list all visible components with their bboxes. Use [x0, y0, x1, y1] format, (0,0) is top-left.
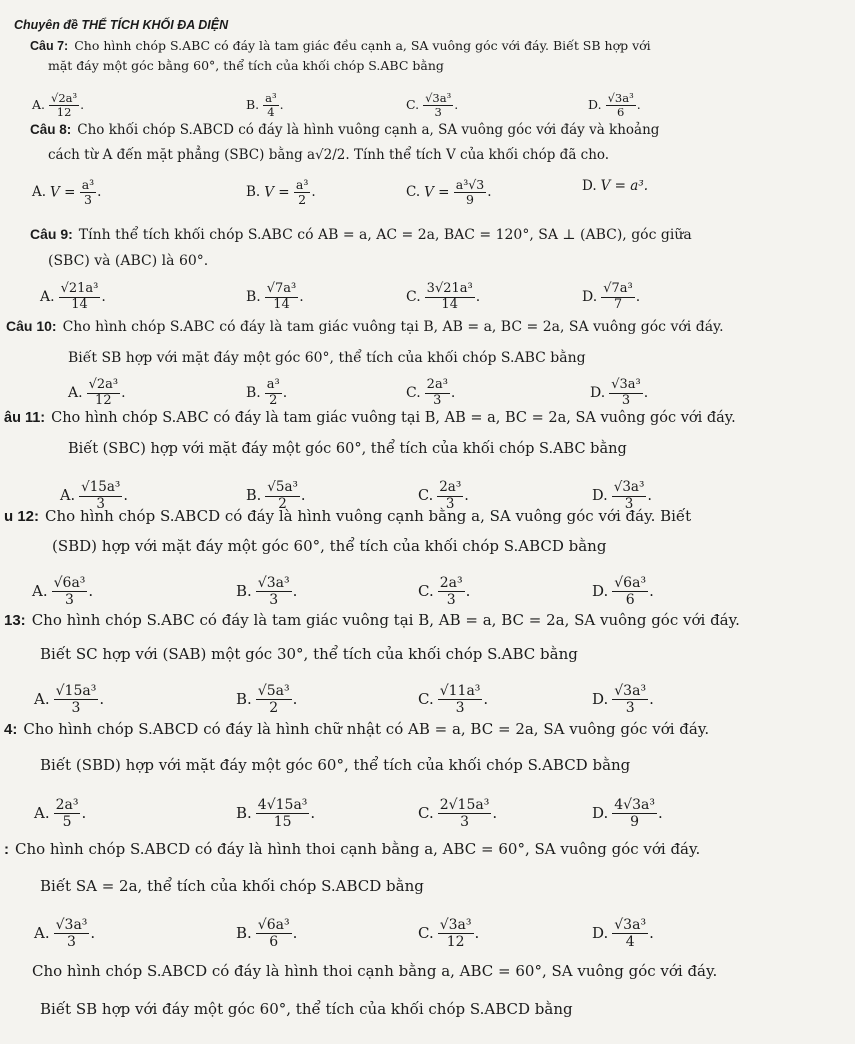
option-tail: . — [465, 581, 471, 600]
option-letter: C. — [418, 689, 434, 708]
option-tail: . — [299, 289, 304, 306]
fraction-denominator: 3 — [434, 105, 442, 120]
fraction-numerator: 2a³ — [439, 479, 462, 495]
option-tail: . — [99, 689, 105, 708]
question-line — [4, 720, 709, 738]
question-text: Cho hình chóp S.ABC có đáy là tam giác vuông tại B, AB = a, BC = 2a, SA vuông góc với đáy. — [62, 319, 724, 335]
option-fraction — [265, 282, 299, 313]
question-line — [40, 877, 424, 895]
worksheet-header: Chuyên đề THỂ TÍCH KHỐI ĐA DIỆN — [14, 18, 229, 32]
option-fraction — [52, 575, 88, 608]
fraction-numerator: a³ — [266, 377, 280, 392]
question-number: âu 11: — [4, 410, 46, 426]
fraction-numerator: a³ — [81, 177, 95, 192]
answer-option[interactable] — [592, 797, 663, 830]
fraction-denominator: 3 — [625, 700, 635, 717]
option-letter: C. — [418, 803, 434, 822]
answer-option[interactable] — [236, 797, 315, 830]
option-letter: C. — [406, 289, 421, 306]
fraction-denominator: 2 — [269, 700, 279, 717]
question-text: Biết SC hợp với (SAB) một góc 30°, thể tích của khối chóp S.ABC bằng — [40, 645, 578, 663]
question-line — [68, 441, 627, 457]
option-fraction — [423, 92, 453, 119]
fraction-numerator: √3a³ — [607, 91, 634, 105]
option-tail: . — [483, 689, 489, 708]
fraction-denominator: 3 — [83, 192, 92, 208]
option-letter: B. — [246, 385, 261, 402]
fraction-denominator: 3 — [71, 700, 81, 717]
fraction-numerator: √6a³ — [257, 917, 290, 933]
fraction-numerator: √3a³ — [614, 917, 647, 933]
option-letter: D. — [592, 581, 609, 600]
option-fraction — [256, 683, 292, 716]
question-line — [48, 58, 444, 73]
option-letter: C. — [406, 385, 421, 402]
question-number: Câu 7: — [30, 39, 69, 53]
fraction-denominator: 2 — [278, 495, 287, 512]
option-fraction — [87, 378, 121, 409]
option-fraction — [612, 575, 648, 608]
option-fraction — [59, 282, 101, 313]
answer-option[interactable] — [592, 683, 654, 716]
answer-option[interactable] — [32, 178, 101, 208]
fraction-numerator: √3a³ — [257, 575, 290, 591]
fraction-denominator: 7 — [613, 296, 623, 312]
option-letter: D. — [582, 289, 598, 306]
question-text: Biết SA = 2a, thể tích của khối chóp S.ABCD bằng — [40, 877, 424, 895]
question-text: Tính thể tích khối chóp S.ABC có AB = a, AC = 2a, BAC = 120°, SA ⊥ (ABC), góc giữa — [78, 227, 692, 243]
answer-option[interactable] — [592, 575, 654, 608]
question-number: 13: — [4, 612, 26, 629]
option-letter: D. — [592, 689, 609, 708]
question-line — [30, 226, 692, 243]
option-letter: D. — [590, 385, 606, 402]
option-fraction — [54, 797, 81, 830]
option-tail: . — [81, 803, 87, 822]
fraction-denominator: 3 — [446, 592, 456, 609]
option-tail: . — [282, 385, 288, 402]
question-text: mặt đáy một góc bằng 60°, thể tích của khối chóp S.ABC bằng — [48, 58, 444, 73]
question-line — [48, 253, 208, 269]
fraction-numerator: √3a³ — [613, 479, 645, 495]
answer-option[interactable] — [418, 575, 470, 608]
answer-option[interactable] — [236, 575, 297, 608]
answer-option[interactable] — [32, 92, 84, 119]
fraction-numerator: 2a³ — [55, 797, 79, 813]
option-letter: B. — [236, 689, 252, 708]
question-line — [40, 756, 630, 774]
answer-option[interactable] — [418, 797, 497, 830]
fraction-numerator: 4√3a³ — [614, 797, 655, 813]
option-tail: . — [464, 488, 469, 505]
fraction-numerator: √3a³ — [614, 683, 647, 699]
option-tail: . — [450, 385, 456, 402]
option-letter: D. — [592, 488, 608, 505]
option-fraction — [256, 575, 292, 608]
fraction-numerator: √3a³ — [611, 377, 641, 392]
question-number: 4: — [4, 721, 18, 738]
option-tail: . — [123, 488, 128, 505]
option-letter: B. — [236, 803, 252, 822]
question-number: Câu 8: — [30, 122, 72, 137]
option-letter: A. — [32, 581, 48, 600]
fraction-numerator: √3a³ — [439, 917, 472, 933]
fraction-denominator: 4 — [267, 105, 275, 120]
question-text: Cho hình chóp S.ABC có đáy là tam giác vuông tại B, AB = a, BC = 2a, SA vuông góc với đáy. — [51, 410, 736, 426]
fraction-denominator: 6 — [269, 934, 279, 951]
question-number: Câu 10: — [6, 318, 57, 334]
answer-option[interactable] — [592, 917, 654, 950]
fraction-numerator: 2a³ — [426, 377, 448, 392]
option-letter: C. — [418, 581, 434, 600]
question-text: cách từ A đến mặt phẳng (SBC) bằng a√2/2. Tính thể tích V của khối chóp đã cho. — [48, 147, 610, 163]
option-letter: B. — [236, 581, 252, 600]
option-fraction — [256, 797, 310, 830]
question-number: Câu 9: — [30, 226, 73, 242]
option-tail: . — [90, 923, 96, 942]
option-fraction — [294, 178, 310, 208]
option-letter: A. — [68, 385, 83, 402]
fraction-denominator: 12 — [95, 392, 112, 408]
answer-option[interactable] — [236, 683, 297, 716]
fraction-denominator: 4 — [625, 934, 635, 951]
option-tail: . — [80, 97, 85, 113]
question-text: Cho hình chóp S.ABC có đáy là tam giác vuông tại B, AB = a, BC = 2a, SA vuông góc với đáy. — [31, 611, 740, 629]
fraction-numerator: √5a³ — [257, 683, 290, 699]
answer-option[interactable] — [582, 282, 640, 313]
option-prefix: V = — [50, 184, 80, 201]
option-letter: A. — [34, 689, 50, 708]
fraction-numerator: √15a³ — [55, 683, 97, 699]
option-letter: D. — [592, 923, 609, 942]
question-text: Cho khối chóp S.ABCD có đáy là hình vuông cạnh a, SA vuông góc với đáy và khoảng — [77, 122, 660, 138]
fraction-numerator: √11a³ — [439, 683, 481, 699]
question-line — [40, 1000, 573, 1018]
fraction-numerator: 3√21a³ — [426, 281, 473, 296]
question-number: : — [4, 841, 9, 858]
fraction-denominator: 2 — [269, 392, 278, 408]
option-letter: C. — [418, 488, 434, 505]
option-tail: . — [487, 184, 492, 201]
option-fraction — [54, 683, 99, 716]
question-line — [52, 537, 606, 555]
option-tail: . — [310, 803, 316, 822]
question-line — [32, 962, 717, 980]
fraction-denominator: 3 — [460, 814, 469, 831]
fraction-denominator: 14 — [71, 296, 88, 312]
fraction-denominator: 3 — [445, 495, 455, 512]
answer-option[interactable] — [34, 797, 86, 830]
option-letter: D. — [582, 178, 597, 194]
option-letter: D. — [588, 97, 602, 113]
answer-option[interactable] — [246, 378, 287, 409]
fraction-denominator: 12 — [446, 934, 465, 951]
option-fraction — [49, 92, 79, 119]
question-line — [68, 350, 586, 366]
option-letter: A. — [32, 184, 47, 201]
question-line — [40, 645, 578, 663]
option-tail: . — [88, 581, 94, 600]
option-letter: C. — [406, 184, 421, 201]
fraction-denominator: 14 — [273, 296, 290, 312]
answer-option[interactable] — [406, 282, 480, 313]
option-fraction — [425, 282, 475, 313]
option-fraction — [612, 797, 657, 830]
option-letter: B. — [246, 97, 260, 113]
option-fraction — [606, 92, 636, 119]
fraction-denominator: 12 — [56, 105, 72, 120]
option-letter: A. — [34, 803, 50, 822]
fraction-numerator: √7a³ — [266, 281, 297, 296]
question-line — [4, 410, 736, 426]
option-fraction — [438, 575, 465, 608]
fraction-denominator: 9 — [466, 192, 474, 208]
question-line — [30, 122, 659, 138]
question-number: u 12: — [4, 508, 40, 525]
option-letter: B. — [246, 488, 262, 505]
fraction-numerator: a³ — [265, 91, 277, 105]
option-tail: . — [636, 97, 641, 113]
option-prefix: V = — [424, 184, 454, 201]
option-fraction — [601, 282, 635, 313]
option-fraction — [256, 917, 292, 950]
question-text: Biết SB hợp với mặt đáy một góc 60°, thể tích của khối chóp S.ABC bằng — [68, 350, 586, 366]
fraction-denominator: 3 — [621, 392, 631, 408]
question-text: Cho hình chóp S.ABCD có đáy là hình vuông cạnh bằng a, SA vuông góc với đáy. Biết — [45, 507, 692, 525]
option-fraction — [265, 378, 282, 409]
option-letter: A. — [32, 97, 46, 113]
option-fraction — [612, 683, 648, 716]
answer-option[interactable] — [406, 378, 455, 409]
fraction-numerator: √2a³ — [51, 91, 78, 105]
fraction-numerator: √5a³ — [267, 479, 298, 495]
option-tail: . — [492, 803, 498, 822]
question-text: (SBC) và (ABC) là 60°. — [48, 253, 209, 269]
question-line — [4, 840, 700, 858]
fraction-numerator: a³√3 — [455, 177, 485, 192]
fraction-numerator: 2√15a³ — [439, 797, 490, 813]
option-tail: . — [649, 689, 654, 708]
question-text: (SBD) hợp với mặt đáy một góc 60°, thể tích của khối chóp S.ABCD bằng — [52, 537, 607, 555]
fraction-denominator: 3 — [455, 700, 465, 717]
option-letter: B. — [236, 923, 252, 942]
option-tail: . — [454, 97, 459, 113]
option-fraction — [425, 378, 450, 409]
question-line — [6, 318, 724, 335]
question-line — [48, 147, 609, 163]
fraction-denominator: 15 — [273, 814, 292, 831]
question-text: Cho hình chóp S.ABCD có đáy là hình thoi cạnh bằng a, ABC = 60°, SA vuông góc với đáy. — [32, 962, 718, 980]
option-fraction — [438, 683, 483, 716]
fraction-numerator: √3a³ — [55, 917, 88, 933]
question-line — [4, 611, 740, 629]
answer-option[interactable] — [418, 917, 479, 950]
option-tail: . — [300, 488, 306, 505]
question-text: Biết SB hợp với đáy một góc 60°, thể tích của khối chóp S.ABCD bằng — [40, 1000, 573, 1018]
option-tail: . — [474, 923, 480, 942]
answer-option[interactable] — [32, 575, 93, 608]
fraction-numerator: √21a³ — [60, 281, 99, 296]
answer-option[interactable] — [582, 178, 648, 194]
fraction-denominator: 3 — [65, 592, 74, 609]
option-tail: . — [649, 923, 654, 942]
fraction-denominator: 3 — [624, 495, 634, 512]
answer-option[interactable] — [246, 178, 316, 208]
fraction-denominator: 9 — [630, 814, 640, 831]
option-fraction — [454, 178, 486, 208]
answer-option[interactable] — [406, 178, 491, 208]
option-tail: . — [647, 488, 652, 505]
option-tail: . — [279, 97, 284, 113]
option-tail: . — [292, 581, 298, 600]
option-fraction — [612, 917, 648, 950]
option-fraction — [438, 797, 492, 830]
option-fraction — [80, 178, 96, 208]
fraction-denominator: 3 — [96, 495, 106, 512]
fraction-numerator: √6a³ — [53, 575, 86, 591]
answer-option[interactable] — [68, 378, 126, 409]
option-letter: B. — [246, 289, 261, 306]
answer-option[interactable] — [406, 92, 458, 119]
option-fraction — [263, 92, 278, 119]
fraction-denominator: 6 — [616, 105, 625, 120]
fraction-denominator: 6 — [625, 592, 635, 609]
fraction-denominator: 14 — [441, 296, 458, 312]
answer-option[interactable] — [34, 683, 104, 716]
option-tail: . — [657, 803, 663, 822]
option-fraction — [438, 917, 474, 950]
answer-option[interactable] — [590, 378, 648, 409]
option-fraction — [54, 917, 90, 950]
option-tail: . — [643, 385, 649, 402]
question-text: Biết (SBC) hợp với mặt đáy một góc 60°, thể tích của khối chóp S.ABC bằng — [68, 441, 627, 457]
question-line — [30, 38, 651, 53]
option-letter: A. — [34, 923, 50, 942]
question-line — [4, 507, 691, 525]
option-tail: . — [635, 289, 641, 306]
fraction-denominator: 3 — [269, 592, 279, 609]
question-text: Cho hình chóp S.ABC có đáy là tam giác đều cạnh a, SA vuông góc với đáy. Biết SB hợp với — [74, 38, 651, 53]
option-letter: A. — [40, 289, 55, 306]
fraction-denominator: 3 — [433, 392, 442, 408]
option-tail: . — [101, 289, 106, 306]
fraction-numerator: 2a³ — [439, 575, 463, 591]
option-letter: C. — [418, 923, 434, 942]
fraction-numerator: √2a³ — [88, 377, 119, 392]
option-letter: C. — [406, 97, 420, 113]
fraction-numerator: √6a³ — [614, 575, 647, 591]
option-tail: . — [649, 581, 654, 600]
option-tail: . — [311, 184, 316, 201]
answer-option[interactable] — [588, 92, 641, 119]
fraction-denominator: 5 — [62, 814, 72, 831]
answer-option[interactable] — [246, 282, 304, 313]
fraction-numerator: √7a³ — [603, 281, 633, 296]
fraction-numerator: √15a³ — [81, 479, 121, 495]
question-text: Cho hình chóp S.ABCD có đáy là hình chữ nhật có AB = a, BC = 2a, SA vuông góc với đáy. — [23, 720, 710, 738]
option-tail: . — [475, 289, 481, 306]
option-tail: . — [292, 923, 298, 942]
answer-option[interactable] — [34, 917, 95, 950]
option-tail: . — [97, 184, 102, 201]
fraction-denominator: 2 — [298, 192, 307, 208]
fraction-numerator: 4√15a³ — [257, 797, 308, 813]
fraction-numerator: √3a³ — [425, 91, 452, 105]
option-fraction — [609, 378, 643, 409]
question-text: Biết (SBD) hợp với mặt đáy một góc 60°, thể tích của khối chóp S.ABCD bằng — [40, 756, 631, 774]
option-letter: D. — [592, 803, 609, 822]
answer-option[interactable] — [40, 282, 106, 313]
answer-option[interactable] — [236, 917, 297, 950]
option-letter: B. — [246, 184, 261, 201]
answer-option[interactable] — [246, 92, 284, 119]
option-prefix: V = a³. — [600, 178, 649, 194]
question-text: Cho hình chóp S.ABCD có đáy là hình thoi cạnh bằng a, ABC = 60°, SA vuông góc với đáy. — [15, 840, 701, 858]
option-prefix: V = — [264, 184, 294, 201]
fraction-denominator: 3 — [67, 934, 76, 951]
option-tail: . — [121, 385, 126, 402]
answer-option[interactable] — [418, 683, 488, 716]
fraction-numerator: a³ — [295, 177, 309, 192]
option-tail: . — [292, 689, 298, 708]
option-letter: A. — [60, 488, 76, 505]
